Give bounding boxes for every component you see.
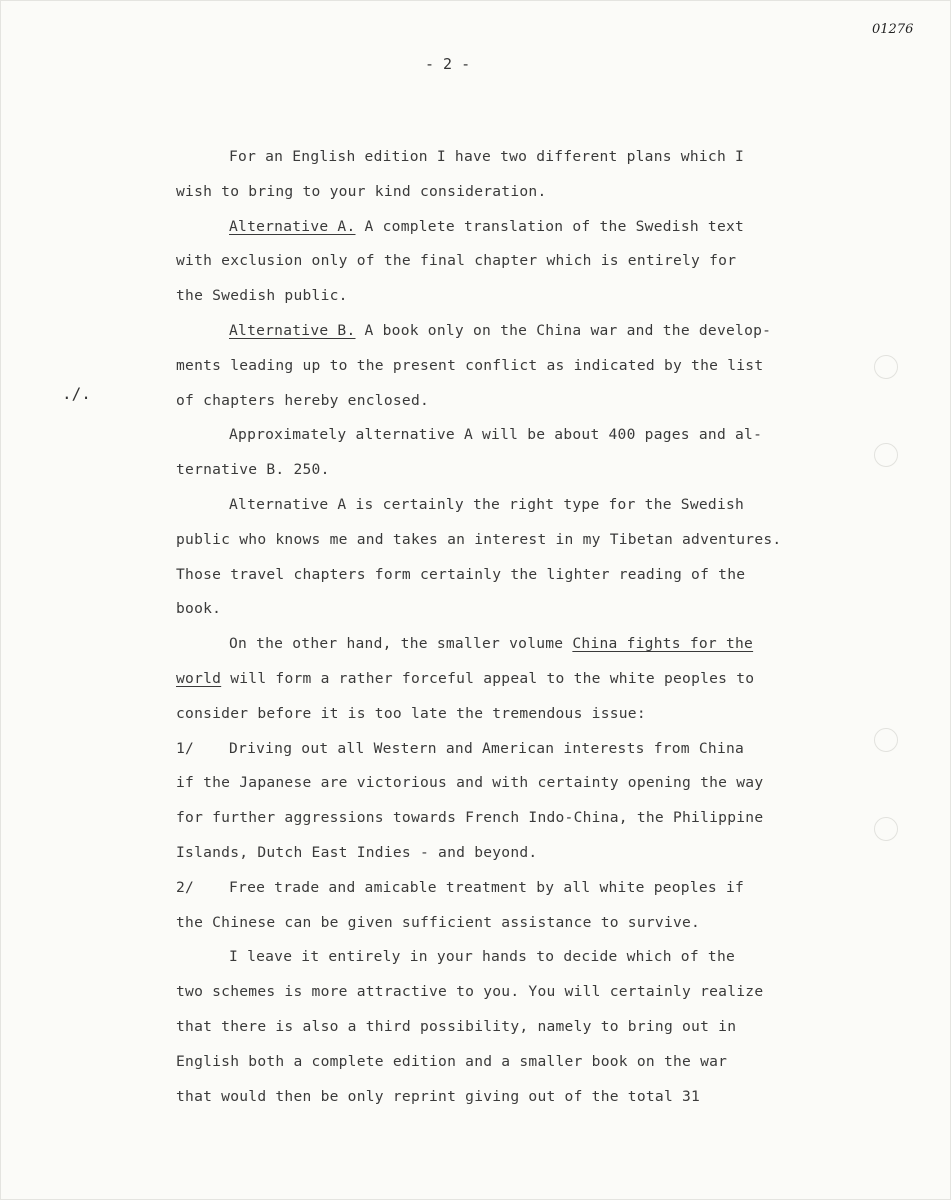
text-line: Alternative A is certainly the right type for the Swedish: [229, 495, 745, 513]
text-line: book.: [176, 600, 222, 618]
text-line: English both a complete edition and a smaller book on the war: [176, 1052, 728, 1070]
letter-body: [176, 140, 876, 1114]
text-fragment: Free trade and amicable treatment by all white peoples if: [229, 878, 745, 896]
text-fragment: On the other hand, the smaller volume: [229, 635, 573, 653]
archive-number: 01276: [872, 22, 914, 37]
book-title: world: [176, 669, 222, 687]
text-line: ternative B. 250.: [176, 461, 330, 479]
text-line: [176, 627, 876, 662]
text-line: [176, 662, 876, 697]
text-line: if the Japanese are victorious and with certainty opening the way: [176, 774, 764, 792]
punch-hole: [874, 443, 898, 467]
text-line: For an English edition I have two different plans which I: [229, 148, 745, 165]
punch-hole: [874, 728, 898, 752]
text-fragment: A complete translation of the Swedish text: [355, 217, 745, 235]
text-fragment: A book only on the China war and the develop-: [355, 321, 772, 339]
list-number: 2/: [176, 878, 195, 896]
margin-enclosure-mark: ./.: [62, 384, 91, 403]
text-line: two schemes is more attractive to you. You will certainly realize: [176, 983, 764, 1001]
text-line: ments leading up to the present conflict as indicated by the list: [176, 356, 764, 374]
alternative-b-heading: Alternative B.: [229, 321, 356, 339]
punch-hole: [874, 817, 898, 841]
book-title: China fights for the: [572, 635, 754, 653]
list-number: 1/: [176, 739, 195, 757]
text-line: public who knows me and takes an interest in my Tibetan adventures.: [176, 530, 782, 548]
alternative-a-heading: Alternative A.: [229, 217, 356, 235]
text-line: of chapters hereby enclosed.: [176, 391, 430, 409]
text-line: that there is also a third possibility, namely to bring out in: [176, 1017, 737, 1035]
text-line: [176, 314, 876, 349]
text-line: with exclusion only of the final chapter which is entirely for: [176, 252, 737, 270]
text-line: I leave it entirely in your hands to decide which of the: [229, 948, 736, 966]
text-line: the Chinese can be given sufficient assistance to survive.: [176, 913, 701, 931]
text-line: Approximately alternative A will be about 400 pages and al-: [229, 426, 763, 444]
text-line: for further aggressions towards French Indo-China, the Philippine: [176, 809, 764, 827]
text-line: wish to bring to your kind consideration.: [176, 182, 547, 200]
text-fragment: will form a rather forceful appeal to the white peoples to: [221, 669, 755, 687]
text-line: that would then be only reprint giving out of the total 31: [176, 1087, 701, 1105]
text-line: consider before it is too late the tremendous issue:: [176, 704, 646, 722]
page-number: - 2 -: [425, 55, 471, 73]
punch-hole: [874, 355, 898, 379]
text-line: the Swedish public.: [176, 287, 348, 305]
list-item: [176, 871, 876, 906]
text-line: Islands, Dutch East Indies - and beyond.: [176, 843, 538, 861]
list-item: [176, 732, 876, 767]
text-line: [176, 210, 876, 245]
text-line: Those travel chapters form certainly the lighter reading of the: [176, 565, 746, 583]
text-fragment: Driving out all Western and American interests from China: [229, 739, 745, 757]
